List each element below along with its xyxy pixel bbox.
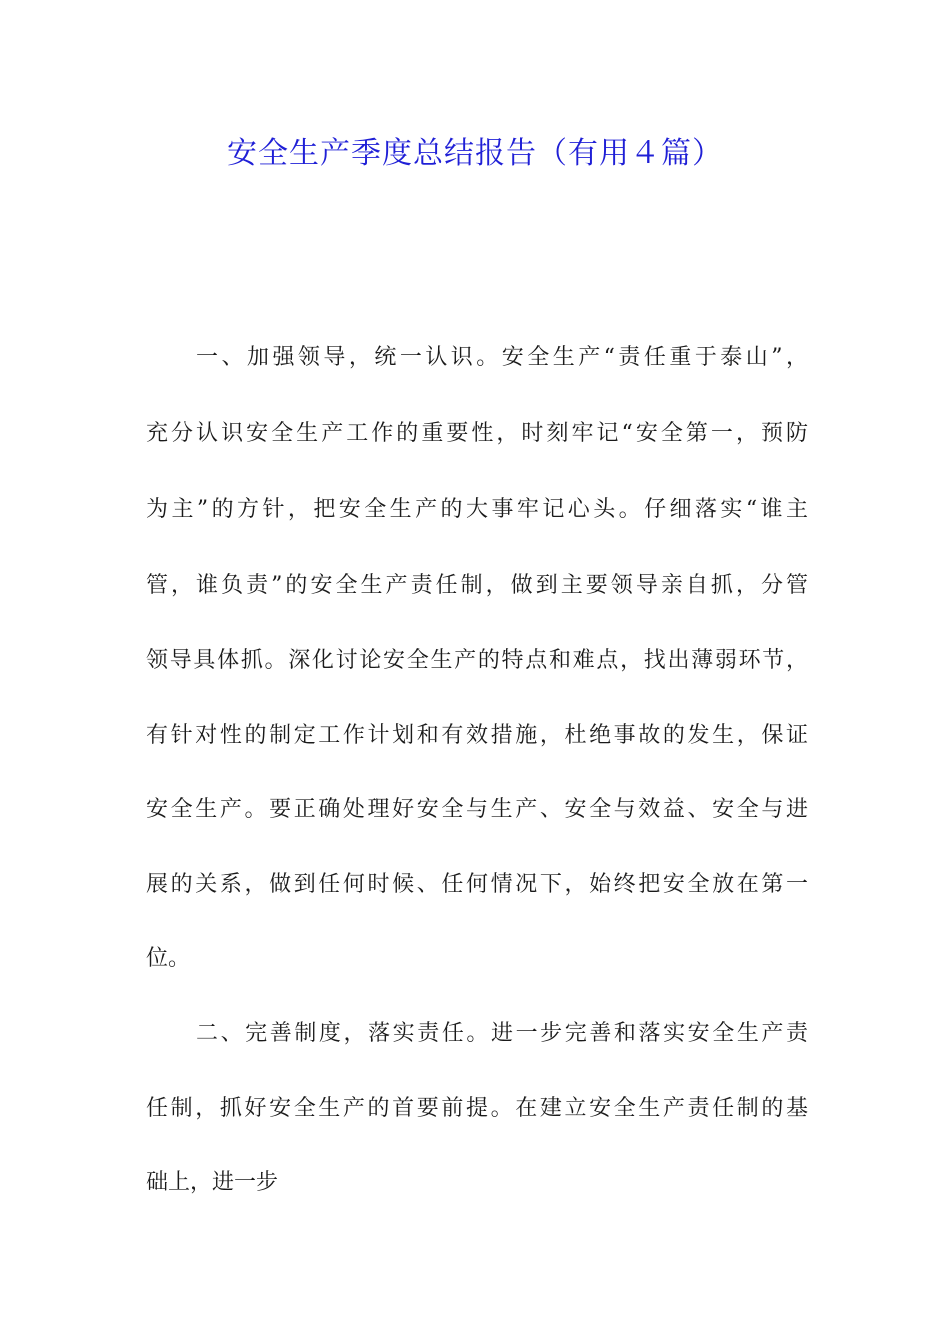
paragraph-1-line-4: 管，谁负责”的安全生产责任制，做到主要领导亲自抓，分管 [146,573,808,598]
paragraph-1-line-2: 充分认识安全生产工作的重要性，时刻牢记“安全第一，预防 [146,421,808,446]
paragraph-1-line-6: 有针对性的制定工作计划和有效措施，杜绝事故的发生，保证 [146,723,808,748]
document-title: 安全生产季度总结报告（有用４篇） [227,136,723,171]
paragraph-2-line-1: 二、完善制度，落实责任。进一步完善和落实安全生产责 [196,1021,808,1046]
paragraph-1-line-1: 一、加强领导，统一认识。安全生产“责任重于泰山”， [196,345,808,370]
paragraph-1-line-8: 展的关系，做到任何时候、任何情况下，始终把安全放在第一 [146,872,808,897]
paragraph-1-line-7: 安全生产。要正确处理好安全与生产、安全与效益、安全与进 [146,797,808,822]
paragraph-1-line-5: 领导具体抓。深化讨论安全生产的特点和难点，找出薄弱环节， [146,648,808,673]
paragraph-2-line-3: 础上，进一步 [146,1170,279,1195]
paragraph-1-line-9: 位。 [146,946,191,971]
paragraph-2-line-2: 任制，抓好安全生产的首要前提。在建立安全生产责任制的基 [146,1096,808,1121]
paragraph-1-line-3: 为主”的方针，把安全生产的大事牢记心头。仔细落实“谁主 [146,497,808,522]
